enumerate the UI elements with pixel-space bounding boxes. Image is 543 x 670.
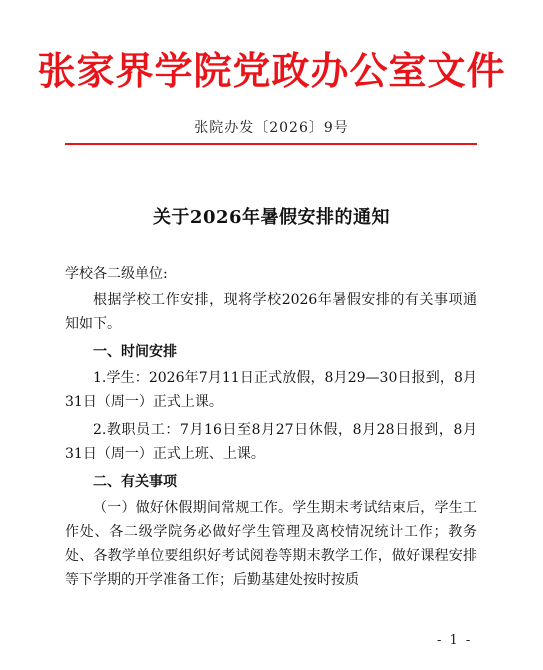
notice-title: 关于2026年暑假安排的通知	[152, 207, 391, 228]
section-2-heading	[65, 470, 477, 494]
issuing-authority-title: 张家界学院党政办公室文件	[37, 48, 506, 93]
document-number: 张院办发〔2026〕9号	[194, 120, 349, 136]
section-2-heading-text: 二、有关事项	[93, 474, 177, 490]
intro-text: 根据学校工作安排，现将学校2026年暑假安排的有关事项通知如下。	[65, 292, 477, 332]
item-3-text: （一）做好休假期间常规工作。学生期末考试结束后，学生工作处、各二级学院务必做好学生管理及离校情况统计工作；教务处、各教学单位要组织好考试阅卷等期末教学工作，做好课程安排等下学期的开学准备工作；后勤基建处按时按质	[65, 500, 477, 588]
item-1-paragraph	[65, 366, 477, 414]
section-1-heading-text: 一、时间安排	[93, 344, 177, 360]
red-header-rule	[65, 143, 477, 145]
item-1-text: 1.学生：2026年7月11日正式放假，8月29—30日报到，8月31日（周一）正式上课。	[65, 370, 477, 410]
item-3-paragraph	[65, 496, 477, 592]
item-2-text: 2.教职员工：7月16日至8月27日休假，8月28日报到，8月31日（周一）正式上班、上课。	[65, 422, 477, 462]
salutation-text: 学校各二级单位:	[65, 266, 168, 282]
page-number: - 1 -	[437, 633, 473, 648]
section-1-heading	[65, 340, 477, 364]
salutation	[65, 262, 477, 286]
item-2-paragraph	[65, 418, 477, 466]
intro-paragraph	[65, 288, 477, 336]
